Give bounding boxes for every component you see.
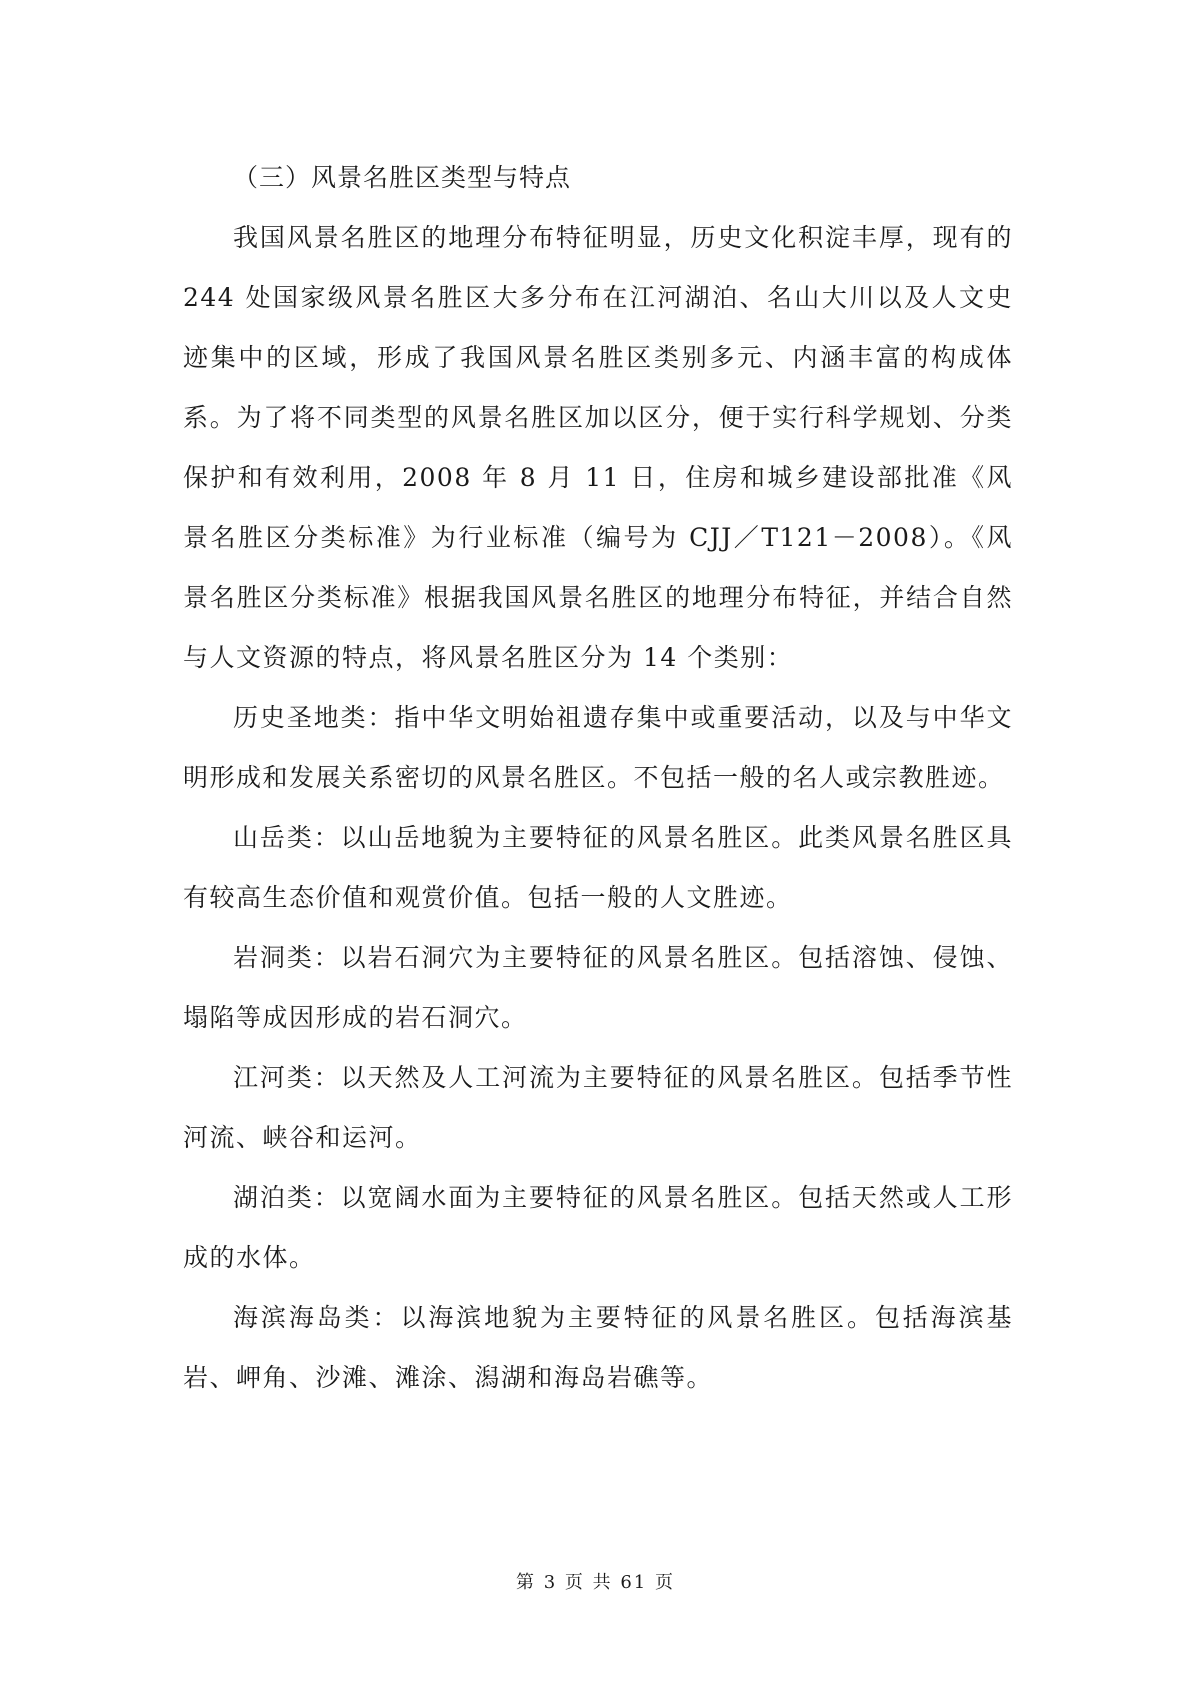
paragraph-coasts-islands: 海滨海岛类：以海滨地貌为主要特征的风景名胜区。包括海滨基岩、岬角、沙滩、滩涂、潟湖和海岛岩礁等。	[183, 1303, 1013, 1392]
paragraph-historic-sites: 历史圣地类：指中华文明始祖遗存集中或重要活动，以及与中华文明形成和发展关系密切的风景名胜区。不包括一般的名人或宗教胜迹。	[183, 703, 1013, 792]
paragraph-lakes: 湖泊类：以宽阔水面为主要特征的风景名胜区。包括天然或人工形成的水体。	[183, 1183, 1013, 1272]
paragraph-intro: 我国风景名胜区的地理分布特征明显，历史文化积淀丰厚，现有的 244 处国家级风景名胜区大多分布在江河湖泊、名山大川以及人文史迹集中的区域，形成了我国风景名胜区类别多元、内涵丰富的构成体系。为了将不同类型的风景名胜区加以区分，便于实行科学规划、分类保护和有效利用，2008 年 8 月 11 日，住房和城乡建设部批准《风景名胜区分类标准》为行业标准（编号为 CJJ／T121－2008）。《风景名胜区分类标准》根据我国风景名胜区的地理分布特征，并结合自然与人文资源的特点，将风景名胜区分为 14 个类别：	[183, 223, 1013, 672]
paragraph-rivers: 江河类：以天然及人工河流为主要特征的风景名胜区。包括季节性河流、峡谷和运河。	[183, 1063, 1013, 1152]
section-heading: （三）风景名胜区类型与特点	[233, 163, 572, 192]
document-body	[183, 148, 1013, 1408]
page-number-footer: 第 3 页 共 61 页	[516, 1572, 675, 1593]
paragraph-caves: 岩洞类：以岩石洞穴为主要特征的风景名胜区。包括溶蚀、侵蚀、塌陷等成因形成的岩石洞穴。	[183, 943, 1013, 1032]
paragraph-mountains: 山岳类：以山岳地貌为主要特征的风景名胜区。此类风景名胜区具有较高生态价值和观赏价值。包括一般的人文胜迹。	[183, 823, 1013, 912]
